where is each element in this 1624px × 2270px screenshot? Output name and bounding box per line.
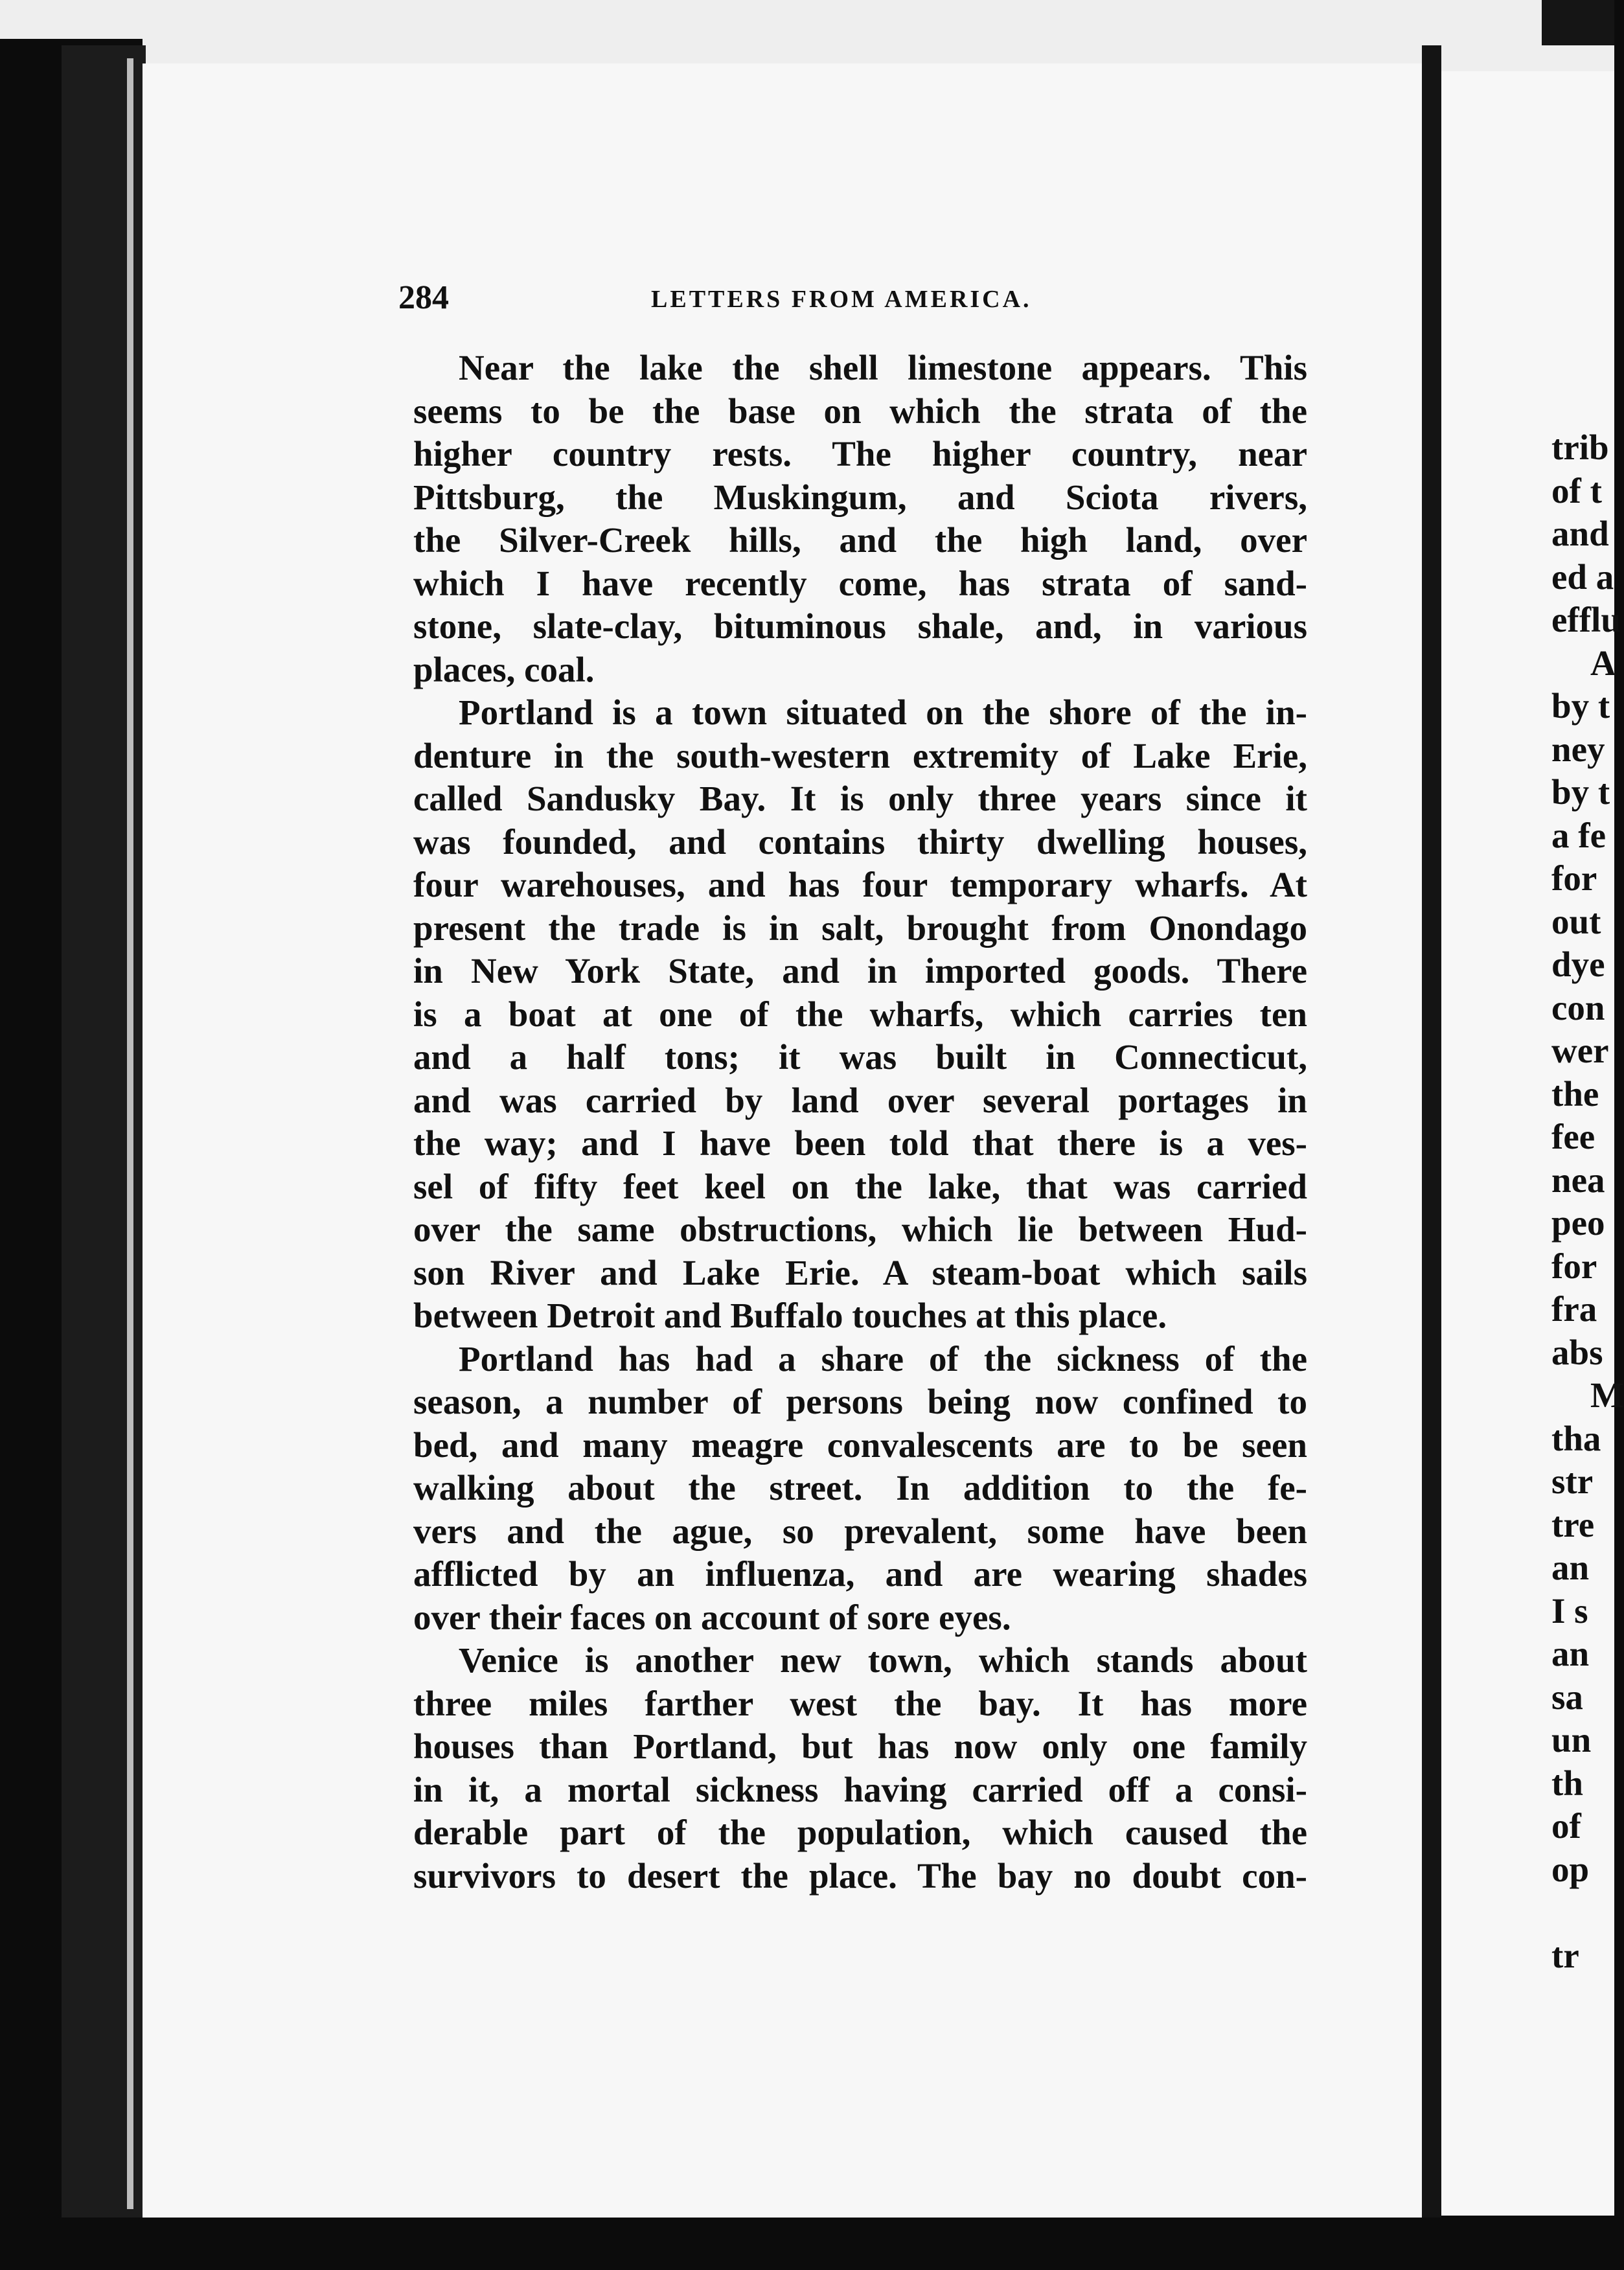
text-line: between Detroit and Buffalo touches at this place. — [413, 1296, 1167, 1335]
text-line: walking about the street. In addition to the fe- — [413, 1468, 1307, 1508]
page-header — [398, 279, 1305, 324]
facing-line — [1441, 1891, 1614, 1934]
text-line: stone, slate-clay, bituminous shale, and, in various — [413, 606, 1307, 646]
text-line: called Sandusky Bay. It is only three years since it — [413, 779, 1307, 818]
text-line: sel of fifty feet keel on the lake, that was carried — [413, 1166, 1307, 1206]
facing-line: ed a — [1551, 556, 1614, 597]
scan-bottom-background — [0, 2218, 1614, 2270]
facing-line: nea — [1551, 1160, 1605, 1200]
facing-line: con — [1551, 987, 1605, 1027]
facing-line: a fe — [1551, 815, 1606, 855]
facing-line: out — [1551, 901, 1601, 941]
scan-top-right-edge — [1542, 0, 1614, 45]
facing-line: an — [1551, 1634, 1590, 1673]
facing-line: tha — [1551, 1418, 1601, 1458]
text-line: the way; and I have been told that there is a ves- — [413, 1123, 1307, 1163]
text-line: higher country rests. The higher country, near — [413, 434, 1307, 474]
text-line: Portland has had a share of the sickness of the — [459, 1338, 1307, 1379]
right-page-fragment — [1441, 71, 1624, 2216]
text-line: vers and the ague, so prevalent, some have been — [413, 1511, 1307, 1551]
facing-line: th — [1551, 1763, 1583, 1803]
facing-line: M — [1590, 1375, 1624, 1415]
text-line: four warehouses, and has four temporary wharfs. At — [413, 865, 1307, 904]
text-line: and a half tons; it was built in Connecticut, — [413, 1037, 1307, 1077]
facing-line: sa — [1551, 1677, 1583, 1717]
text-line: in New York State, and in imported goods. There — [413, 951, 1307, 991]
facing-line: un — [1551, 1720, 1592, 1760]
facing-line: an — [1551, 1548, 1590, 1587]
facing-line: abs — [1551, 1332, 1603, 1372]
text-line: seems to be the base on which the strata of the — [413, 391, 1307, 431]
facing-line: for — [1551, 858, 1597, 898]
facing-line: efflu — [1551, 600, 1621, 639]
facing-line: ney — [1551, 729, 1605, 769]
text-line: and was carried by land over several portages in — [413, 1080, 1307, 1120]
text-line: son River and Lake Erie. A steam-boat which sails — [413, 1252, 1307, 1292]
text-line: over the same obstructions, which lie between Hud- — [413, 1210, 1307, 1249]
facing-line: wer — [1551, 1031, 1609, 1070]
text-line: in it, a mortal sickness having carried off a consi- — [413, 1769, 1307, 1809]
facing-line: I s — [1551, 1590, 1588, 1631]
text-line: Portland is a town situated on the shore of the in- — [459, 693, 1307, 732]
text-line: derable part of the population, which caused the — [413, 1813, 1307, 1852]
text-line: survivors to desert the place. The bay no doubt con- — [413, 1855, 1307, 1896]
facing-line: fee — [1551, 1117, 1595, 1156]
facing-page-text — [1441, 426, 1624, 1977]
facing-line: and — [1551, 514, 1609, 553]
text-line: three miles farther west the bay. It has more — [413, 1683, 1307, 1723]
facing-line: the — [1551, 1073, 1599, 1114]
text-line: places, coal. — [413, 649, 595, 689]
page-number: 284 — [398, 279, 449, 316]
text-line: the Silver-Creek hills, and the high land, over — [413, 520, 1307, 560]
text-line: present the trade is in salt, brought from Onondago — [413, 908, 1307, 948]
text-line: Pittsburg, the Muskingum, and Sciota rivers, — [413, 477, 1307, 517]
facing-line: tr — [1551, 1935, 1579, 1975]
facing-line: A — [1590, 643, 1616, 683]
facing-line: of t — [1551, 470, 1602, 510]
text-line: which I have recently come, has strata of sand- — [413, 563, 1307, 603]
text-line: was founded, and contains thirty dwelling houses, — [413, 821, 1307, 862]
facing-line: by t — [1551, 772, 1610, 812]
book-gutter — [1422, 45, 1441, 2235]
facing-line: dye — [1551, 945, 1605, 984]
facing-line: fra — [1551, 1289, 1597, 1329]
facing-line: trib — [1551, 428, 1609, 467]
text-line: Venice is another new town, which stands about — [459, 1640, 1307, 1680]
book-left-edge-highlight — [127, 58, 133, 2209]
page-body-text — [413, 347, 1307, 1897]
text-line: denture in the south-western extremity of Lake Erie, — [413, 735, 1307, 775]
text-line: bed, and many meagre convalescents are to be seen — [413, 1425, 1307, 1465]
text-line: over their faces on account of sore eyes. — [413, 1597, 1011, 1637]
facing-line: peo — [1551, 1203, 1605, 1243]
scan-top-margin — [0, 0, 1614, 71]
facing-line: by t — [1551, 686, 1610, 726]
text-line: is a boat at one of the wharfs, which carries ten — [413, 994, 1307, 1034]
text-line: afflicted by an influenza, and are wearing shades — [413, 1554, 1307, 1594]
facing-line: for — [1551, 1246, 1597, 1286]
text-line: season, a number of persons being now confined to — [413, 1382, 1307, 1421]
text-line: Near the lake the shell limestone appears. This — [459, 348, 1307, 387]
text-line: houses than Portland, but has now only one family — [413, 1726, 1307, 1766]
facing-line: str — [1551, 1462, 1594, 1501]
running-head: LETTERS FROM AMERICA. — [651, 286, 1032, 313]
facing-line: of — [1551, 1806, 1581, 1846]
facing-line: op — [1551, 1849, 1590, 1889]
facing-line: tre — [1551, 1504, 1595, 1544]
